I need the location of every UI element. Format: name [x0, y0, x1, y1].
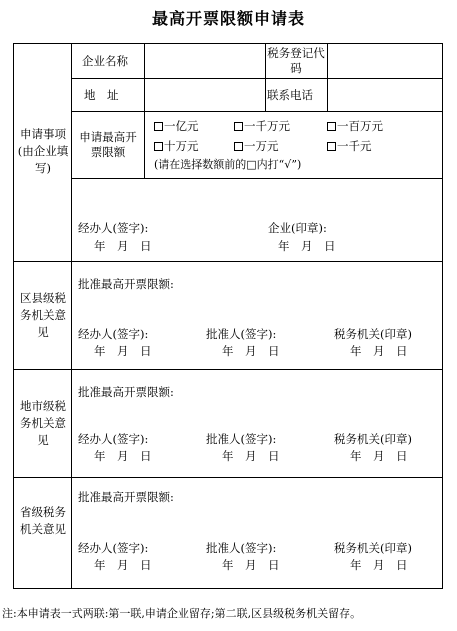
province-seal-label: 税务机关(印章)	[334, 541, 412, 555]
option-1k[interactable]: 一千元	[327, 139, 372, 153]
checkbox[interactable]	[154, 122, 163, 131]
district-date: 年 月 日	[94, 344, 152, 358]
district-date: 年 月 日	[222, 344, 280, 358]
checkbox[interactable]	[154, 142, 163, 151]
tax-reg-field[interactable]	[330, 47, 440, 77]
city-approver-label: 批准人(签字):	[206, 432, 277, 446]
section-label-applicant: 申请事项(由企业填写)	[17, 127, 69, 175]
application-form	[13, 43, 443, 589]
company-seal-label: 企业(印章):	[268, 221, 327, 235]
city-handler-label: 经办人(签字):	[78, 432, 149, 446]
applicant-handler-label: 经办人(签字):	[78, 221, 149, 235]
form-title: 最高开票限额申请表	[151, 9, 305, 28]
province-date: 年 月 日	[94, 558, 152, 572]
province-date: 年 月 日	[222, 558, 280, 572]
city-date: 年 月 日	[94, 449, 152, 463]
option-10k[interactable]: 一万元	[234, 139, 279, 153]
province-date: 年 月 日	[350, 558, 408, 572]
address-field[interactable]	[147, 81, 262, 109]
phone-label: 联系电话	[267, 88, 313, 102]
section-label-province: 省级税务机关意见	[20, 505, 66, 536]
section-divider	[14, 369, 442, 370]
section-label-district: 区县级税务机关意见	[20, 291, 66, 339]
district-approver-label: 批准人(签字):	[206, 327, 277, 341]
limit-instruction: (请在选择数额前的□内打“√”)	[154, 158, 302, 171]
checkbox[interactable]	[327, 122, 336, 131]
province-handler-label: 经办人(签字):	[78, 541, 149, 555]
city-date: 年 月 日	[222, 449, 280, 463]
tax-reg-label: 税务登记代码	[267, 46, 325, 75]
option-100k[interactable]: 十万元	[154, 139, 199, 153]
field-divider	[144, 44, 145, 178]
province-approver-label: 批准人(签字):	[206, 541, 277, 555]
option-10m[interactable]: 一千万元	[234, 119, 290, 133]
footnote: 注:本申请表一式两联:第一联,申请企业留存;第二联,区县级税务机关留存。	[2, 607, 362, 620]
city-limit-label: 批准最高开票限额:	[78, 385, 174, 399]
row-divider	[71, 78, 442, 79]
option-1m[interactable]: 一百万元	[327, 119, 383, 133]
district-seal-label: 税务机关(印章)	[334, 327, 412, 341]
checkbox[interactable]	[327, 142, 336, 151]
section-divider	[14, 261, 442, 262]
company-name-field[interactable]	[147, 47, 262, 77]
address-label: 地 址	[84, 88, 119, 102]
section-label-city: 地市级税务机关意见	[20, 399, 66, 447]
district-handler-label: 经办人(签字):	[78, 327, 149, 341]
district-date: 年 月 日	[350, 344, 408, 358]
company-name-label: 企业名称	[82, 54, 128, 68]
district-limit-label: 批准最高开票限额:	[78, 277, 174, 291]
field-divider	[327, 44, 328, 111]
option-100m[interactable]: 一亿元	[154, 119, 199, 133]
label-column-divider	[71, 44, 72, 588]
row-divider	[71, 178, 442, 179]
province-limit-label: 批准最高开票限额:	[78, 490, 174, 504]
city-date: 年 月 日	[350, 449, 408, 463]
row-divider	[71, 111, 442, 112]
applicant-date: 年 月 日	[94, 239, 152, 253]
checkbox[interactable]	[234, 122, 243, 131]
section-divider	[14, 477, 442, 478]
company-date: 年 月 日	[278, 239, 336, 253]
checkbox[interactable]	[234, 142, 243, 151]
limit-label: 申请最高开票限额	[79, 130, 137, 159]
phone-field[interactable]	[330, 81, 440, 109]
city-seal-label: 税务机关(印章)	[334, 432, 412, 446]
